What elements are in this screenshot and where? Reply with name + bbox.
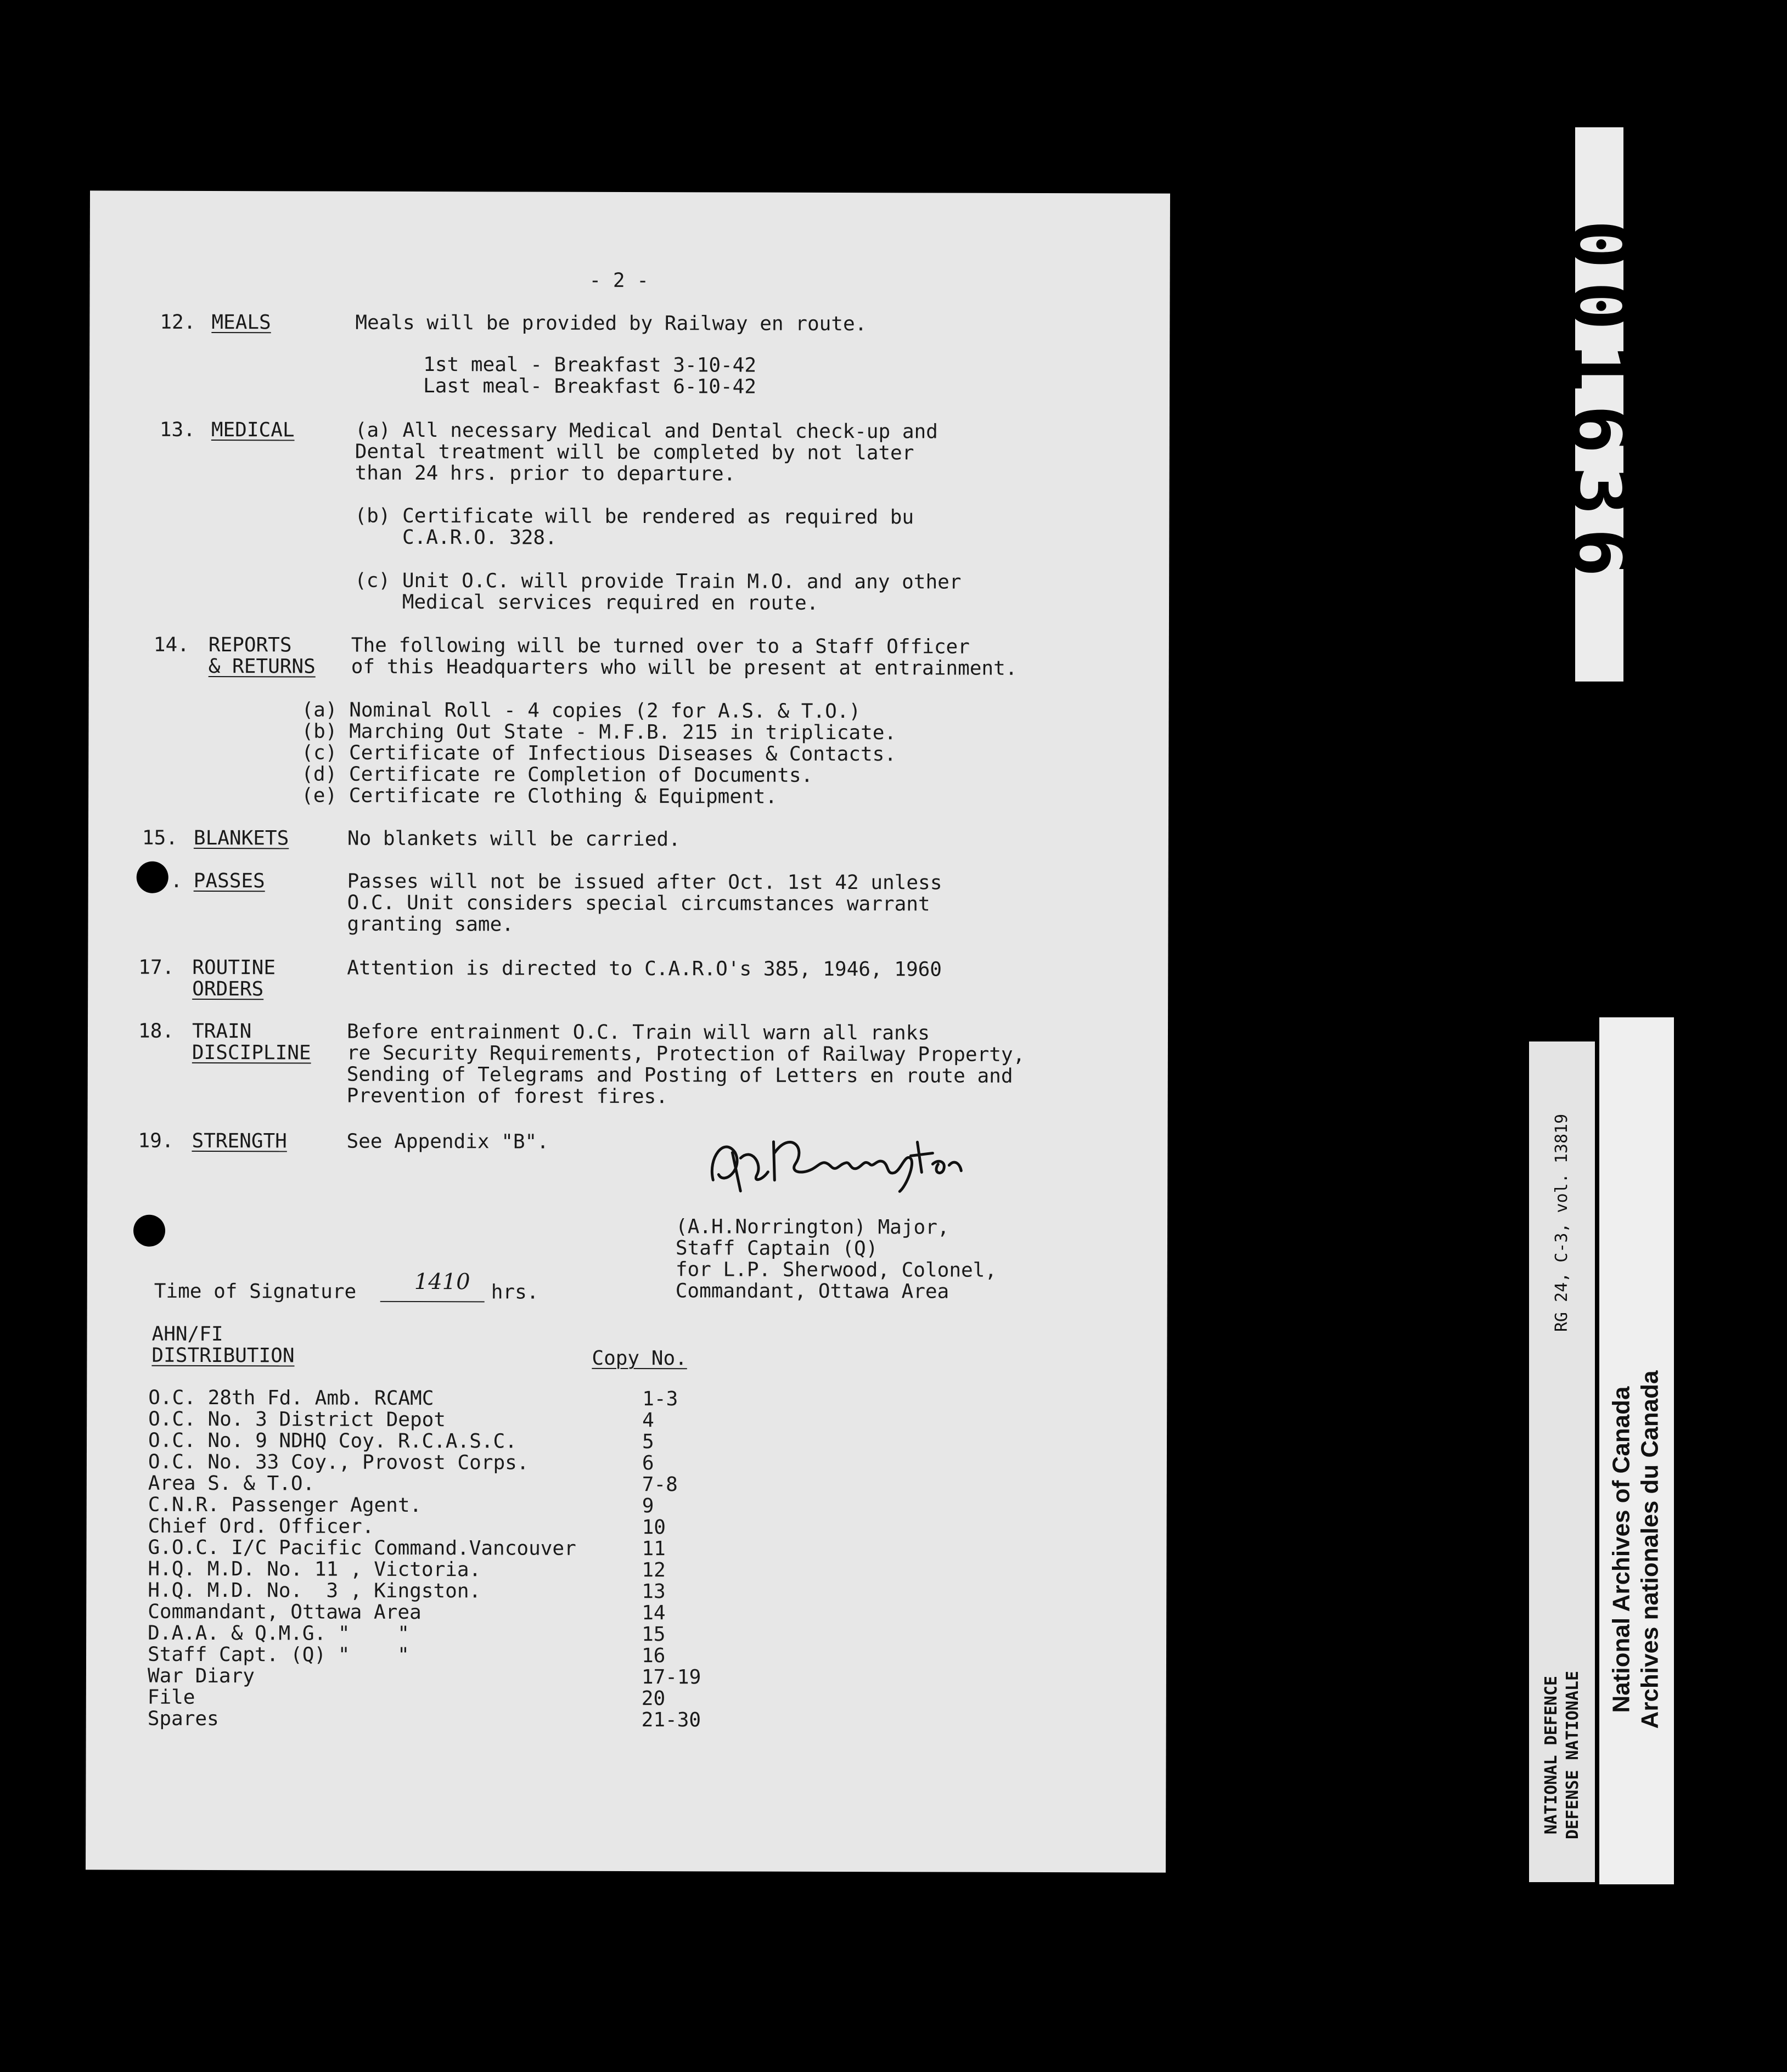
section-16-line: O.C. Unit considers special circumstances warrant: [347, 891, 930, 916]
section-13-number: 13.: [159, 418, 195, 441]
distribution-copy-number: 9: [642, 1495, 654, 1518]
section-18-line: re Security Requirements, Protection of Railway Property,: [346, 1041, 1025, 1066]
section-16-heading: PASSES: [193, 869, 265, 893]
document-page: [86, 190, 1170, 1872]
distribution-copy-number: 10: [642, 1516, 666, 1539]
distribution-copy-number: 5: [642, 1431, 654, 1454]
archive-name-en: National Archives of Canada: [1608, 1386, 1634, 1713]
report-item: (c) Certificate of Infectious Diseases & Contacts.: [301, 741, 897, 766]
distribution-copy-number: 7-8: [642, 1473, 678, 1496]
department-en: NATIONAL DEFENCE: [1541, 1675, 1561, 1834]
section-16-number: .: [170, 869, 183, 892]
distribution-copy-number: 11: [642, 1538, 666, 1561]
distribution-recipient: D.A.A. & Q.M.G. " ": [148, 1621, 410, 1645]
archive-card-left: [1529, 1041, 1595, 1882]
section-13-line: (a) All necessary Medical and Dental check-up and: [355, 419, 938, 443]
copy-no-header: Copy No.: [592, 1347, 687, 1370]
frame-number: 001636: [1552, 219, 1648, 589]
section-15-line: No blankets will be carried.: [347, 827, 681, 851]
distribution-copy-number: 16: [641, 1645, 666, 1668]
section-16-line: granting same.: [347, 913, 514, 936]
distribution-copy-number: 12: [642, 1559, 666, 1582]
reference-code: AHN/FI: [151, 1322, 223, 1346]
report-item: (b) Marching Out State - M.F.B. 215 in triplicate.: [301, 720, 897, 745]
distribution-copy-number: 20: [641, 1687, 666, 1710]
section-19-number: 19.: [138, 1129, 174, 1152]
frame-number-strip: [1552, 127, 1648, 682]
section-12-line: 1st meal - Breakfast 3-10-42: [423, 353, 757, 377]
section-17-heading-2: ORDERS: [192, 977, 264, 1001]
section-19-line: See Appendix "B".: [346, 1130, 549, 1153]
signature-line: (A.H.Norrington) Major,: [676, 1215, 949, 1239]
signature-line: for L.P. Sherwood, Colonel,: [675, 1258, 997, 1282]
distribution-copy-number: 1-3: [642, 1388, 678, 1411]
distribution-copy-number: 15: [642, 1623, 666, 1646]
section-15-number: 15.: [142, 826, 178, 849]
section-12-line: Last meal- Breakfast 6-10-42: [423, 375, 757, 398]
signature-line: Staff Captain (Q): [675, 1237, 878, 1260]
distribution-recipient: O.C. 28th Fd. Amb. RCAMC: [148, 1386, 434, 1410]
distribution-recipient: H.Q. M.D. No. 11 , Victoria.: [148, 1557, 481, 1581]
section-16-line: Passes will not be issued after Oct. 1st 42 unless: [347, 870, 942, 894]
distribution-recipient: War Diary: [147, 1664, 255, 1688]
section-13-line: Dental treatment will be completed by not later: [355, 440, 914, 465]
section-17-heading: ROUTINE: [192, 956, 276, 979]
report-item: (a) Nominal Roll - 4 copies (2 for A.S. & T.O.): [301, 699, 861, 723]
report-item: (e) Certificate re Clothing & Equipment.: [301, 784, 778, 808]
archive-name-fr: Archives nationales du Canada: [1636, 1370, 1663, 1729]
punch-hole: [137, 862, 168, 893]
distribution-recipient: Staff Capt. (Q) " ": [147, 1643, 409, 1666]
section-18-line: Prevention of forest fires.: [346, 1084, 668, 1108]
page-number: - 2 -: [589, 269, 649, 292]
distribution-recipient: G.O.C. I/C Pacific Command.Vancouver: [148, 1536, 576, 1560]
section-18-number: 18.: [138, 1020, 175, 1043]
section-13-line: C.A.R.O. 328.: [355, 526, 557, 549]
section-14-heading: REPORTS: [208, 633, 292, 657]
distribution-copy-number: 4: [642, 1409, 654, 1432]
section-14-heading-2: & RETURNS: [208, 655, 316, 678]
distribution-recipient: Chief Ord. Officer.: [148, 1514, 374, 1538]
distribution-recipient: H.Q. M.D. No. 3 , Kingston.: [148, 1579, 481, 1603]
distribution-recipient: C.N.R. Passenger Agent.: [148, 1493, 422, 1517]
distribution-recipient: Commandant, Ottawa Area: [148, 1600, 422, 1624]
section-13-line: than 24 hrs. prior to departure.: [355, 461, 736, 486]
distribution-copy-number: 14: [642, 1602, 666, 1625]
section-15-heading: BLANKETS: [193, 826, 289, 850]
section-18-heading: TRAIN: [192, 1020, 252, 1043]
section-13-heading: MEDICAL: [211, 419, 295, 442]
time-of-signature-value: 1410: [414, 1269, 470, 1295]
archive-card-right: [1599, 1017, 1674, 1884]
section-14-number: 14.: [153, 633, 189, 656]
time-of-signature-unit: hrs.: [491, 1281, 539, 1304]
report-item: (d) Certificate re Completion of Documents.: [301, 763, 813, 787]
archive-reference: RG 24, C-3, vol. 13819: [1552, 1113, 1572, 1332]
signature-line: Commandant, Ottawa Area: [675, 1280, 949, 1303]
section-12-heading: MEALS: [211, 311, 271, 334]
section-14-line: The following will be turned over to a Staff Officer: [351, 634, 970, 658]
section-18-line: Before entrainment O.C. Train will warn all ranks: [346, 1020, 930, 1045]
distribution-recipient: Area S. & T.O.: [148, 1472, 315, 1495]
distribution-recipient: O.C. No. 9 NDHQ Coy. R.C.A.S.C.: [148, 1429, 517, 1453]
handwritten-signature: [702, 1119, 965, 1202]
section-18-line: Sending of Telegrams and Posting of Letters en route and: [346, 1063, 1013, 1088]
section-14-line: of this Headquarters who will be present at entrainment.: [351, 655, 1018, 680]
distribution-header: DISTRIBUTION: [151, 1344, 295, 1367]
section-13-line: (b) Certificate will be rendered as required bu: [355, 504, 914, 529]
section-13-line: Medical services required en route.: [354, 590, 819, 615]
punch-hole: [133, 1215, 165, 1247]
section-19-heading: STRENGTH: [192, 1129, 287, 1153]
distribution-recipient: O.C. No. 33 Coy., Provost Corps.: [148, 1450, 529, 1474]
distribution-copy-number: 13: [642, 1580, 666, 1603]
distribution-copy-number: 21-30: [641, 1709, 701, 1732]
section-17-number: 17.: [138, 956, 175, 979]
distribution-recipient: Spares: [147, 1707, 219, 1731]
section-13-line: (c) Unit O.C. will provide Train M.O. and any other: [355, 569, 962, 594]
section-12-number: 12.: [160, 311, 196, 334]
section-12-line: Meals will be provided by Railway en route.: [355, 311, 867, 336]
distribution-recipient: O.C. No. 3 District Depot: [148, 1407, 446, 1432]
distribution-recipient: File: [147, 1686, 195, 1709]
distribution-copy-number: 6: [642, 1452, 654, 1475]
section-17-line: Attention is directed to C.A.R.O's 385, 1946, 1960: [347, 956, 942, 981]
section-18-heading-2: DISCIPLINE: [192, 1041, 311, 1065]
distribution-copy-number: 17-19: [641, 1666, 701, 1689]
department-fr: DEFENSE NATIONALE: [1563, 1670, 1583, 1839]
time-of-signature-label: Time of Signature: [154, 1280, 357, 1303]
